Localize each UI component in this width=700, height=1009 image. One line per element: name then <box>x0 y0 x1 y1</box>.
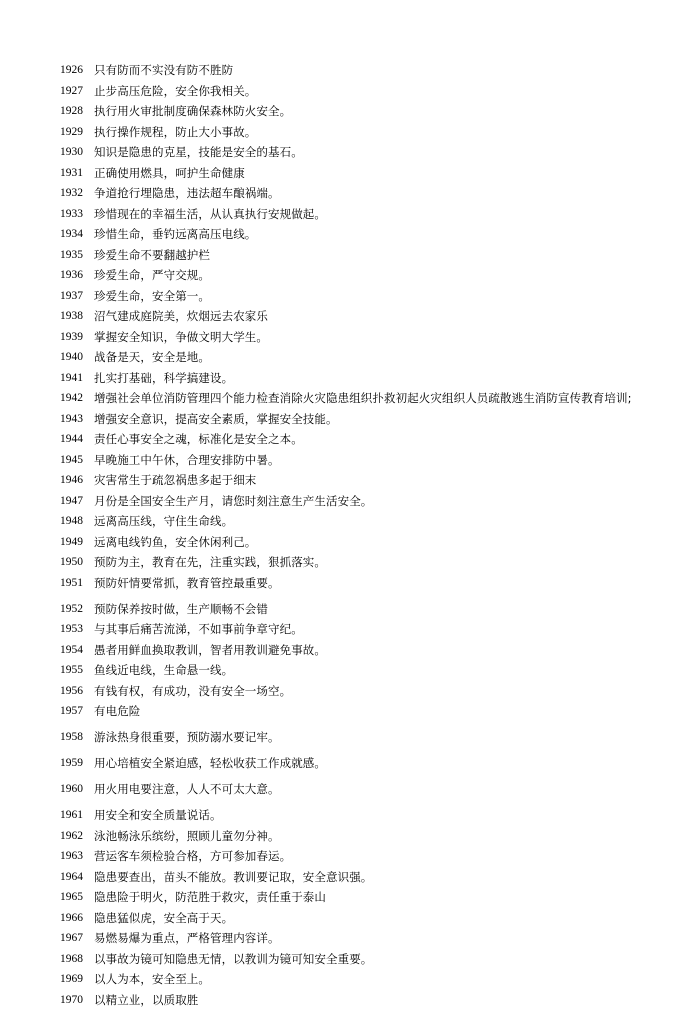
list-item-text: 用安全和安全质量说话。 <box>94 808 222 822</box>
list-item-number: 1932 <box>60 187 83 199</box>
list-item-text: 早晚施工中午休，合理安排防中暑。 <box>94 452 280 467</box>
list-item-number: 1940 <box>60 351 83 363</box>
list-item-number: 1956 <box>60 684 83 697</box>
list-item-number: 1929 <box>60 125 83 138</box>
list-item-text: 远离电线钓鱼，安全休闲利己。 <box>94 534 257 549</box>
list-item-number: 1944 <box>60 433 83 445</box>
list-item <box>60 575 642 592</box>
list-item <box>60 642 642 659</box>
list-item <box>60 267 642 284</box>
list-item-number: 1961 <box>60 809 83 821</box>
list-item <box>60 247 642 264</box>
list-item <box>60 493 642 510</box>
list-item <box>60 729 642 746</box>
list-item <box>60 83 642 100</box>
list-item-number: 1948 <box>60 515 83 527</box>
list-item-number: 1947 <box>60 494 83 507</box>
list-item <box>60 185 642 202</box>
list-item-text: 珍爱生命，安全第一。 <box>94 288 210 303</box>
safety-slogan-list <box>60 62 642 1009</box>
list-item-text: 执行用火审批制度确保森林防火安全。 <box>94 104 292 118</box>
list-item <box>60 124 642 141</box>
list-item-text: 用心培植安全紧迫感，轻松收获工作成就感。 <box>94 756 326 770</box>
list-item <box>60 165 642 182</box>
list-item-text: 游泳热身很重要，预防溺水要记牢。 <box>94 730 280 744</box>
list-item-number: 1928 <box>60 105 83 117</box>
list-item-text: 与其事后痛苦流涕，不如事前争章守纪。 <box>94 622 303 636</box>
list-item-number: 1967 <box>60 932 83 944</box>
list-item-text: 预防保养按时做，生产顺畅不会错 <box>94 601 268 616</box>
list-item-number: 1955 <box>60 664 83 676</box>
list-item-number: 1959 <box>60 757 83 769</box>
list-item <box>60 554 642 571</box>
list-item <box>60 411 642 428</box>
list-item-number: 1941 <box>60 371 83 384</box>
list-item-text: 预防为主，教育在先，注重实践，狠抓落实。 <box>94 555 326 569</box>
list-item-number: 1936 <box>60 269 83 281</box>
list-item <box>60 370 642 387</box>
list-item-text: 有电危险 <box>94 704 141 718</box>
list-item-number: 1957 <box>60 705 83 717</box>
list-item-text: 争道抢行埋隐患，违法超车酿祸端。 <box>94 186 280 200</box>
list-item <box>60 992 642 1009</box>
list-item-text: 隐患险于明火，防范胜于救灾，责任重于泰山 <box>94 890 326 904</box>
list-item-text: 泳池畅泳乐缤纷，照顾儿童勿分神。 <box>94 828 280 843</box>
list-item-text: 执行操作规程，防止大小事故。 <box>94 124 257 139</box>
list-item-text: 增强安全意识，提高安全素质，掌握安全技能。 <box>94 411 338 426</box>
list-item-number: 1950 <box>60 556 83 568</box>
list-item <box>60 431 642 448</box>
list-item-text: 只有防而不实没有防不胜防 <box>94 63 234 77</box>
list-item-text: 易燃易爆为重点，严格管理内容详。 <box>94 931 280 945</box>
list-item <box>60 308 642 325</box>
list-item <box>60 930 642 947</box>
list-item-text: 营运客车须检验合格，方可参加春运。 <box>94 849 292 863</box>
list-item-number: 1964 <box>60 870 83 883</box>
list-item <box>60 869 642 886</box>
list-item-text: 以人为本，安全至上。 <box>94 972 210 986</box>
list-item-text: 有钱有权，有成功，没有安全一场空。 <box>94 683 292 698</box>
list-item-text: 珍惜生命，垂钓远离高压电线。 <box>94 227 257 241</box>
list-item <box>60 910 642 927</box>
list-item-number: 1942 <box>60 392 83 404</box>
list-item-text: 鱼线近电线，生命悬一线。 <box>94 663 234 677</box>
list-item-number: 1960 <box>60 783 83 795</box>
list-item <box>60 703 642 720</box>
list-item-text: 沼气建成庭院美，炊烟远去农家乐 <box>94 309 268 323</box>
list-item-number: 1968 <box>60 952 83 965</box>
list-item-text: 隐患猛似虎，安全高于天。 <box>94 910 234 925</box>
list-item <box>60 683 642 700</box>
list-item-text: 珍惜现在的幸福生活，从认真执行安规做起。 <box>94 206 326 221</box>
list-item <box>60 534 642 551</box>
list-item-number: 1943 <box>60 412 83 425</box>
list-item-text: 灾害常生于疏忽祸患多起于细末 <box>94 473 257 487</box>
list-item-text: 以事故为镜可知隐患无情，以教训为镜可知安全重要。 <box>94 951 373 966</box>
list-item-number: 1963 <box>60 850 83 862</box>
list-item <box>60 828 642 845</box>
list-item-number: 1937 <box>60 289 83 302</box>
list-item <box>60 807 642 824</box>
list-item <box>60 662 642 679</box>
list-item-number: 1927 <box>60 84 83 97</box>
list-item-number: 1938 <box>60 310 83 322</box>
list-item-number: 1965 <box>60 891 83 903</box>
list-item-number: 1952 <box>60 602 83 615</box>
list-item-text: 隐患要查出，苗头不能放。教训要记取，安全意识强。 <box>94 869 373 884</box>
list-item-number: 1946 <box>60 474 83 486</box>
list-item-number: 1945 <box>60 453 83 466</box>
list-item <box>60 288 642 305</box>
list-item <box>60 848 642 865</box>
list-item-text: 战备是天，安全是地。 <box>94 350 210 364</box>
list-item-number: 1926 <box>60 64 83 76</box>
list-item-number: 1949 <box>60 535 83 548</box>
list-item <box>60 601 642 618</box>
list-item-text: 止步高压危险，安全你我相关。 <box>94 83 257 98</box>
list-item-number: 1966 <box>60 911 83 924</box>
list-item-text: 以精立业，以质取胜 <box>94 992 199 1007</box>
list-item-text: 用火用电要注意，人人不可太大意。 <box>94 782 280 796</box>
list-item <box>60 621 642 638</box>
list-item-number: 1970 <box>60 993 83 1006</box>
list-item <box>60 781 642 798</box>
list-item <box>60 889 642 906</box>
list-item-number: 1935 <box>60 248 83 261</box>
list-item-text: 珍爱生命，严守交规。 <box>94 268 210 282</box>
list-item <box>60 971 642 988</box>
list-item-text: 正确使用燃具，呵护生命健康 <box>94 165 245 180</box>
list-item-text: 愚者用鲜血换取教训，智者用教训避免事故。 <box>94 642 326 657</box>
list-item-number: 1939 <box>60 330 83 343</box>
list-item <box>60 62 642 79</box>
list-item-number: 1951 <box>60 576 83 589</box>
list-item-number: 1933 <box>60 207 83 220</box>
list-item <box>60 390 642 407</box>
list-item <box>60 349 642 366</box>
list-item <box>60 144 642 161</box>
list-item <box>60 755 642 772</box>
list-item-number: 1958 <box>60 731 83 743</box>
list-item <box>60 103 642 120</box>
list-item-text: 远离高压线，守住生命线。 <box>94 514 234 528</box>
list-item-text: 预防奸情要常抓，教育管控最重要。 <box>94 575 280 590</box>
list-item-number: 1954 <box>60 643 83 656</box>
list-item-text: 珍爱生命不要翻越护栏 <box>94 247 210 262</box>
list-item <box>60 206 642 223</box>
list-item <box>60 452 642 469</box>
list-item <box>60 329 642 346</box>
list-item <box>60 513 642 530</box>
list-item <box>60 472 642 489</box>
list-item <box>60 951 642 968</box>
list-item-number: 1934 <box>60 228 83 240</box>
list-item-text: 知识是隐患的克星，技能是安全的基石。 <box>94 145 303 159</box>
list-item-text: 掌握安全知识，争做文明大学生。 <box>94 329 268 344</box>
list-item-number: 1930 <box>60 146 83 158</box>
list-item-number: 1962 <box>60 829 83 842</box>
list-item-number: 1969 <box>60 973 83 985</box>
list-item-text: 责任心事安全之魂，标准化是安全之本。 <box>94 432 303 446</box>
list-item-number: 1953 <box>60 623 83 635</box>
list-item-text: 月份是全国安全生产月，请您时刻注意生产生活安全。 <box>94 493 373 508</box>
list-item-number: 1931 <box>60 166 83 179</box>
list-item-text: 扎实打基础，科学搞建设。 <box>94 370 234 385</box>
list-item-text: 增强社会单位消防管理四个能力检查消除火灾隐患组织扑救初起火灾组织人员疏散逃生消防宣传教育培训; <box>94 391 632 405</box>
list-item <box>60 226 642 243</box>
